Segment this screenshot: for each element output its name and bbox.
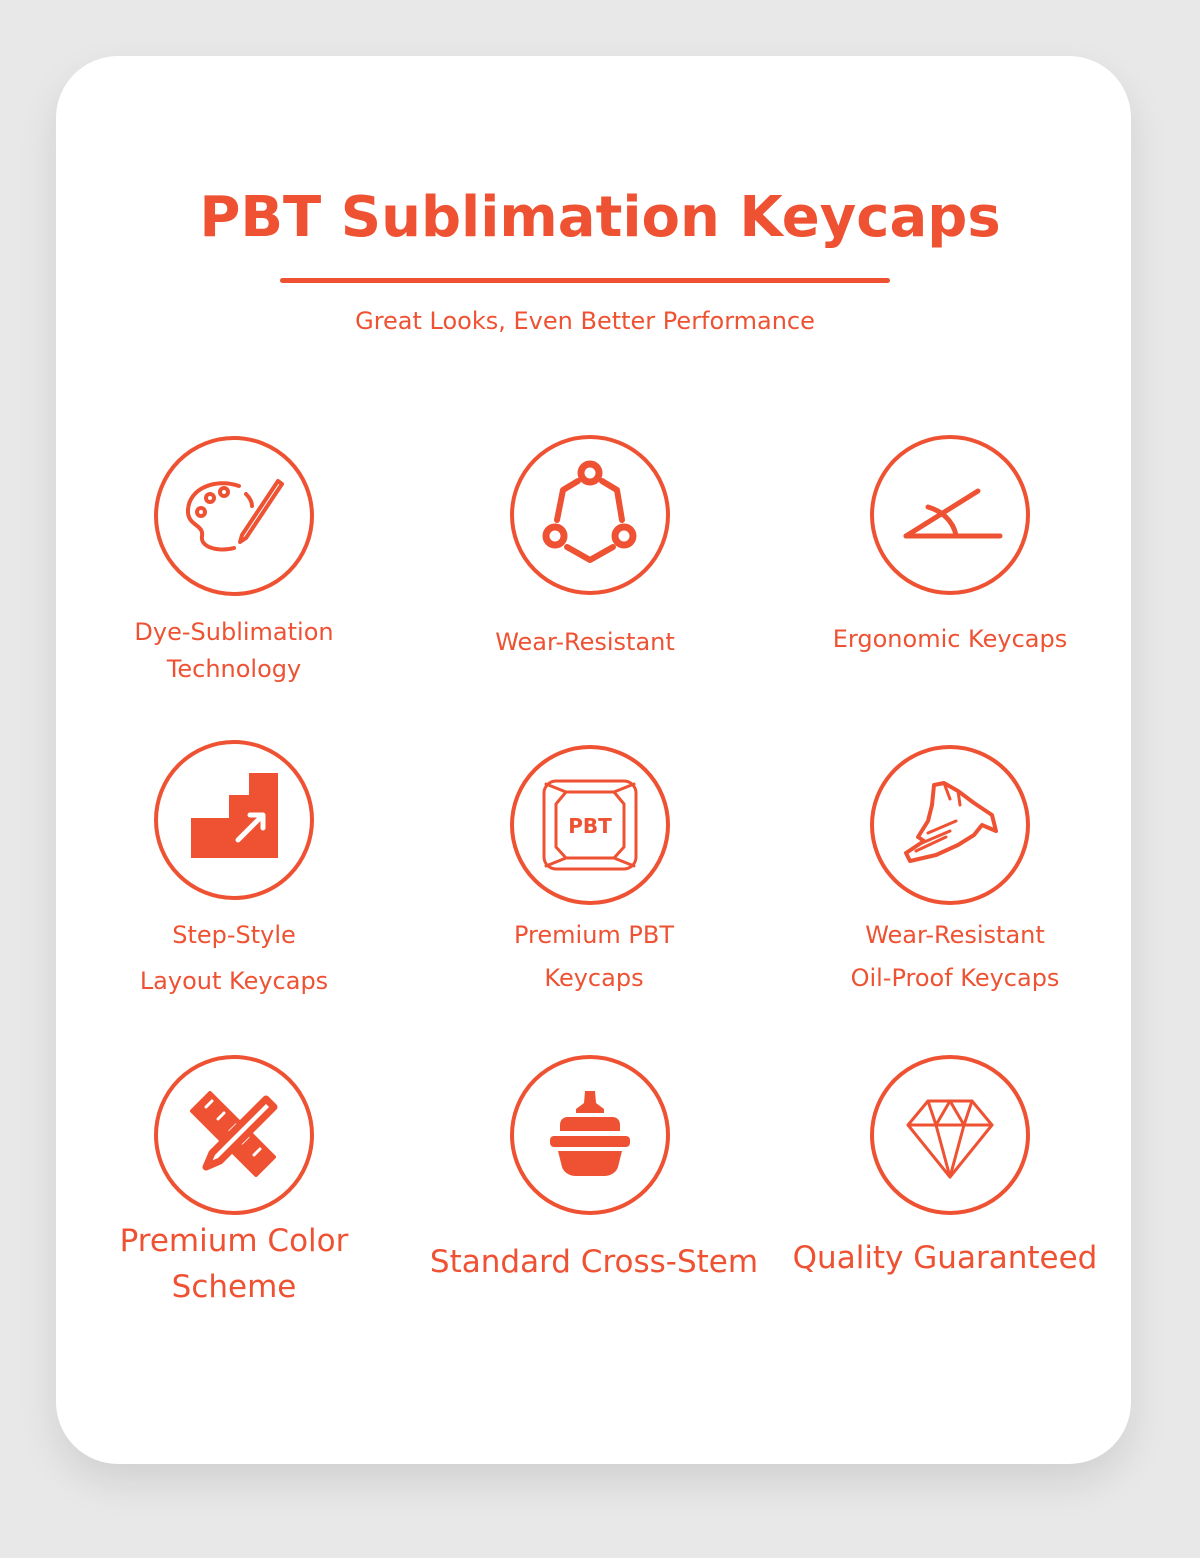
triangle-network-icon bbox=[510, 435, 670, 595]
feature-label-oil-proof: Wear-Resistant Oil-Proof Keycaps bbox=[850, 921, 1060, 992]
pbt-keycap-icon bbox=[510, 745, 670, 905]
feature-label-cross-stem: Standard Cross-Stem bbox=[429, 1244, 759, 1280]
feature-label-dye-sublimation: Dye-Sublimation Technology bbox=[134, 618, 334, 683]
diamond-icon bbox=[870, 1055, 1030, 1215]
feature-label-color-scheme: Premium Color Scheme bbox=[119, 1223, 349, 1305]
title-divider bbox=[280, 278, 890, 283]
feature-label-wear-resistant: Wear-Resistant bbox=[495, 628, 675, 656]
feature-label-premium-pbt: Premium PBT Keycaps bbox=[513, 921, 675, 992]
feature-label-ergonomic: Ergonomic Keycaps bbox=[832, 625, 1068, 653]
pbt-icon-text: PBT bbox=[568, 814, 612, 838]
page-subtitle: Great Looks, Even Better Performance bbox=[355, 307, 815, 335]
keycap-stem-icon bbox=[510, 1055, 670, 1215]
step-stairs-icon bbox=[154, 740, 314, 900]
palette-icon bbox=[154, 436, 314, 596]
pencil-ruler-icon bbox=[154, 1055, 314, 1215]
feature-label-step-style: Step-Style Layout Keycaps bbox=[139, 921, 329, 995]
hand-icon bbox=[870, 745, 1030, 905]
feature-label-quality: Quality Guaranteed bbox=[792, 1240, 1098, 1276]
page-title: PBT Sublimation Keycaps bbox=[199, 185, 1001, 250]
angle-icon bbox=[870, 435, 1030, 595]
